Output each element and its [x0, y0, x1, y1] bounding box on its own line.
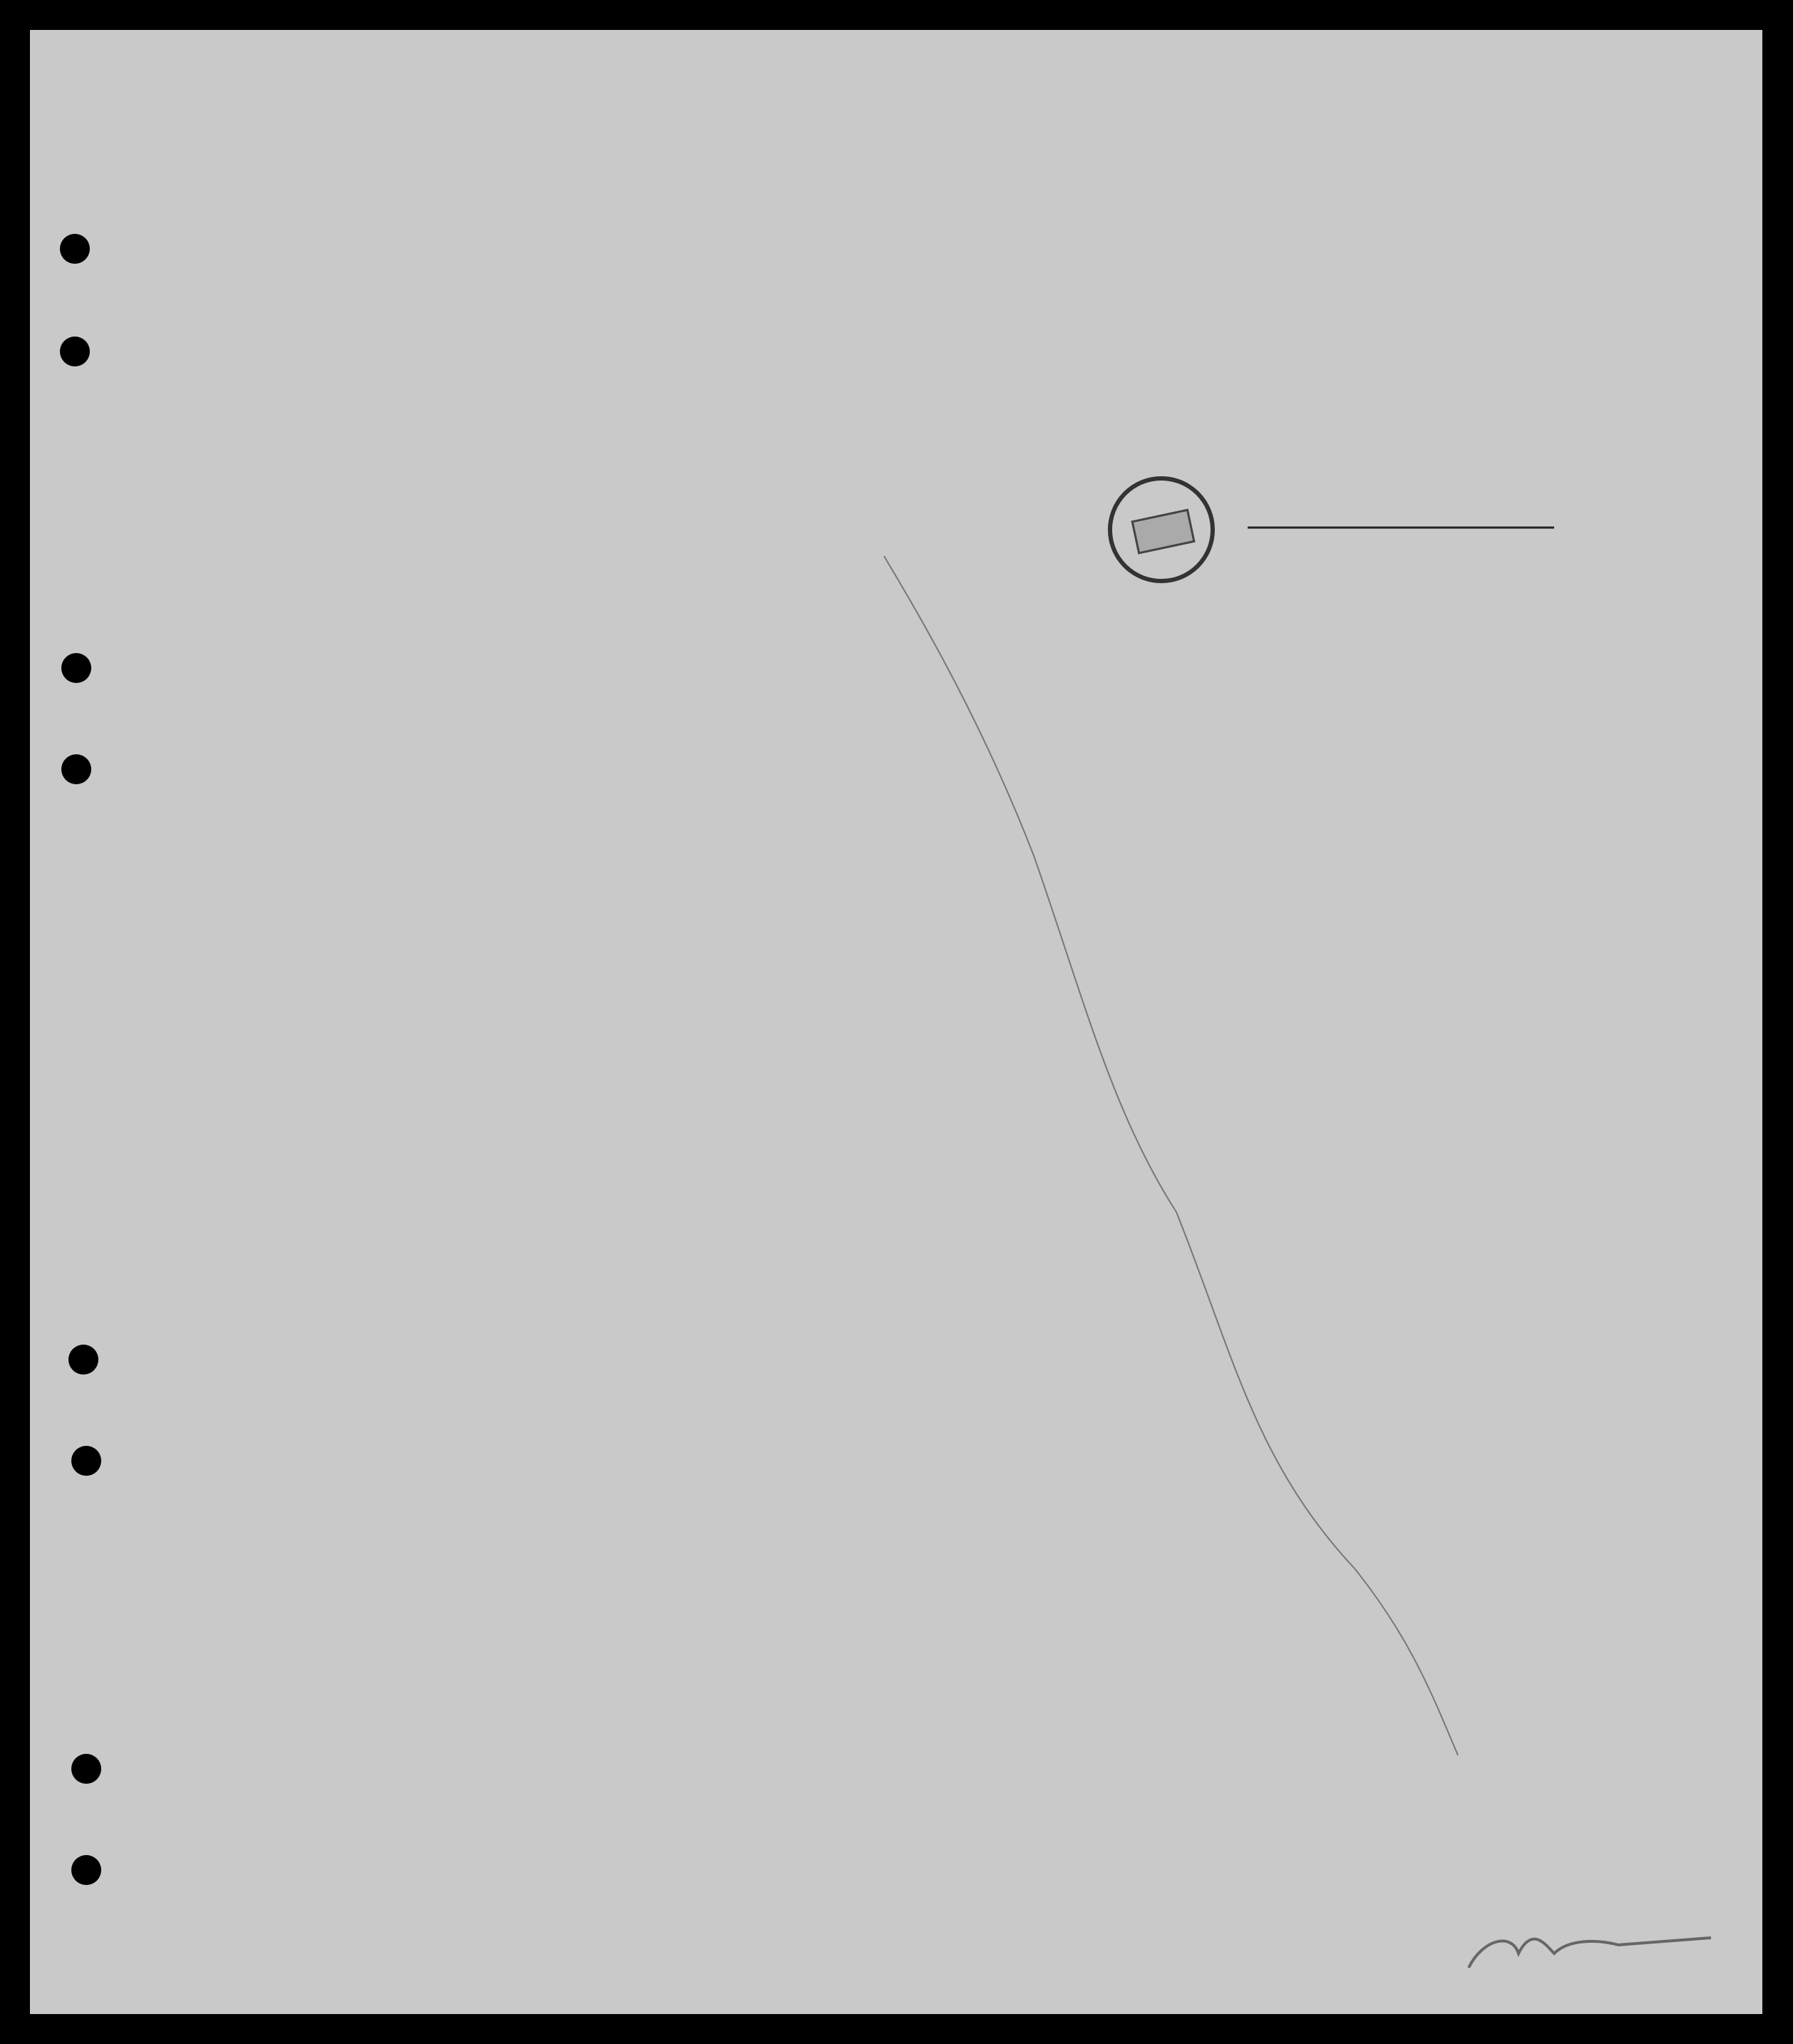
pencil-stroke	[884, 556, 1458, 1755]
officer-initials	[1469, 1938, 1711, 1968]
